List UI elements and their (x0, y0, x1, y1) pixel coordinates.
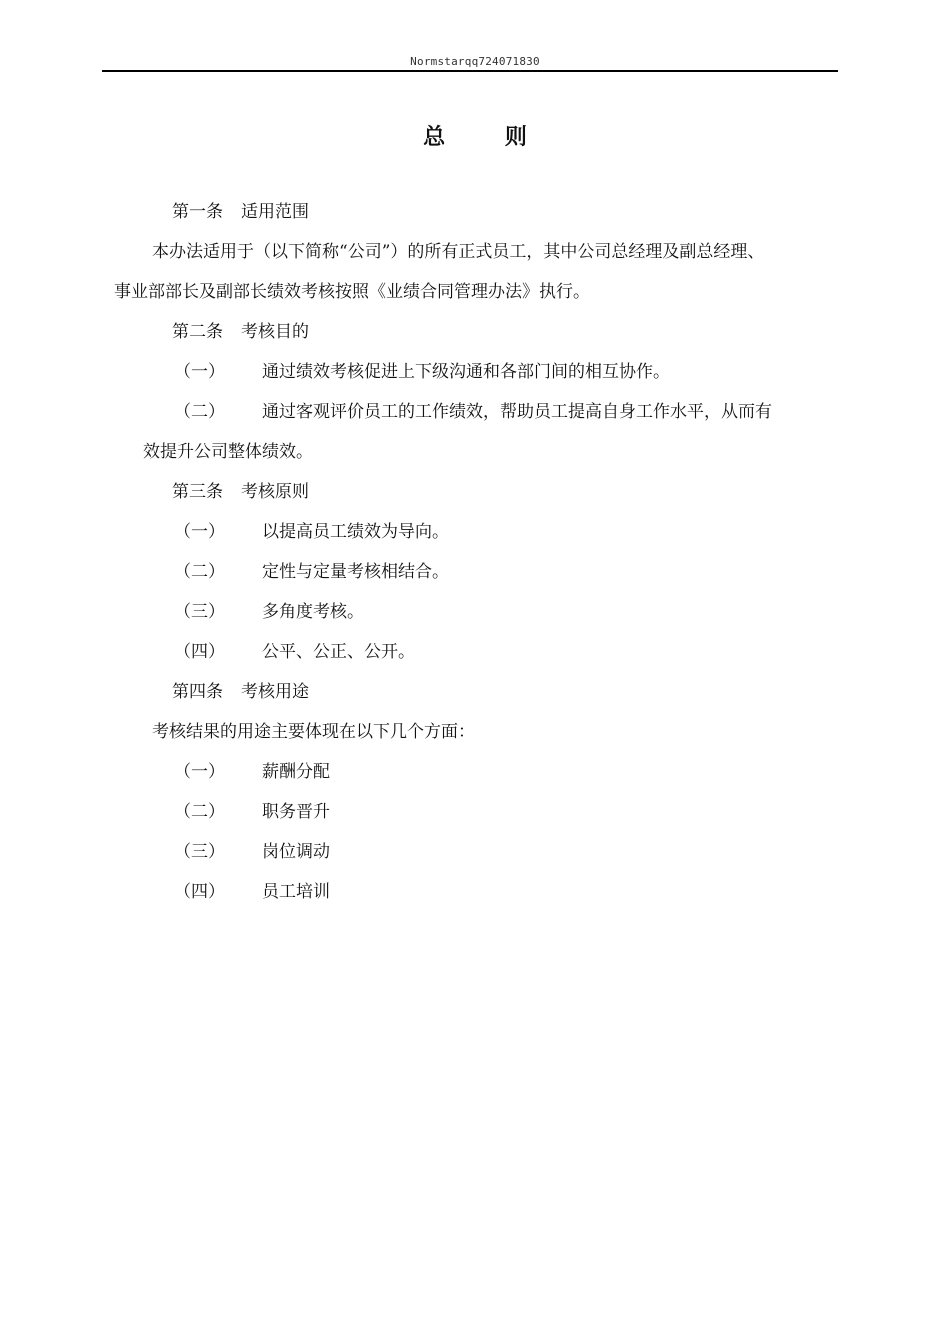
list-item-text: 薪酬分配 (262, 762, 330, 782)
list-item-mark: （四） (174, 882, 225, 902)
list-item-text: 职务晋升 (262, 802, 330, 822)
list-item-mark: （四） (174, 642, 225, 662)
list-item (174, 362, 670, 382)
list-item-mark: （一） (174, 362, 225, 382)
list-item-text: 员工培训 (262, 882, 330, 902)
list-item (174, 642, 415, 662)
list-item (174, 802, 330, 822)
list-item-text: 通过绩效考核促进上下级沟通和各部门间的相互协作。 (262, 362, 670, 382)
list-item-text: 以提高员工绩效为导向。 (262, 522, 449, 542)
article-1-title: 适用范围 (241, 202, 309, 222)
article-2-heading (172, 322, 309, 342)
list-item-mark: （二） (174, 802, 225, 822)
list-item-text: 公平、公正、公开。 (262, 642, 415, 662)
article-2-number: 第二条 (172, 322, 223, 342)
article-1-body-line2: 事业部部长及副部长绩效考核按照《业绩合同管理办法》执行。 (114, 282, 590, 302)
article-2-title: 考核目的 (241, 322, 309, 342)
list-item-continuation: 效提升公司整体绩效。 (143, 442, 313, 462)
document-title: 总 则 (423, 124, 553, 150)
list-item (174, 402, 772, 422)
list-item-mark: （一） (174, 522, 225, 542)
list-item-mark: （三） (174, 842, 225, 862)
article-4-intro: 考核结果的用途主要体现在以下几个方面： (152, 722, 475, 742)
list-item-mark: （三） (174, 602, 225, 622)
article-4-title: 考核用途 (241, 682, 309, 702)
list-item (174, 762, 330, 782)
list-item (174, 842, 330, 862)
article-1-number: 第一条 (172, 202, 223, 222)
list-item-mark: （二） (174, 562, 225, 582)
article-1-body-line1: 本办法适用于（以下简称“公司”）的所有正式员工，其中公司总经理及副总经理、 (152, 242, 765, 262)
list-item-text: 多角度考核。 (262, 602, 364, 622)
article-4-heading (172, 682, 309, 702)
list-item (174, 562, 449, 582)
list-item-text: 通过客观评价员工的工作绩效，帮助员工提高自身工作水平，从而有 (262, 402, 772, 422)
list-item-mark: （二） (174, 402, 225, 422)
article-3-title: 考核原则 (241, 482, 309, 502)
header-rule (102, 70, 838, 72)
article-1-heading (172, 202, 309, 222)
list-item (174, 522, 449, 542)
article-3-number: 第三条 (172, 482, 223, 502)
list-item (174, 602, 364, 622)
article-4-number: 第四条 (172, 682, 223, 702)
list-item-text: 岗位调动 (262, 842, 330, 862)
page-header: Normstarqq724071830 (410, 55, 540, 68)
list-item (174, 882, 330, 902)
list-item-mark: （一） (174, 762, 225, 782)
list-item-text: 定性与定量考核相结合。 (262, 562, 449, 582)
article-3-heading (172, 482, 309, 502)
